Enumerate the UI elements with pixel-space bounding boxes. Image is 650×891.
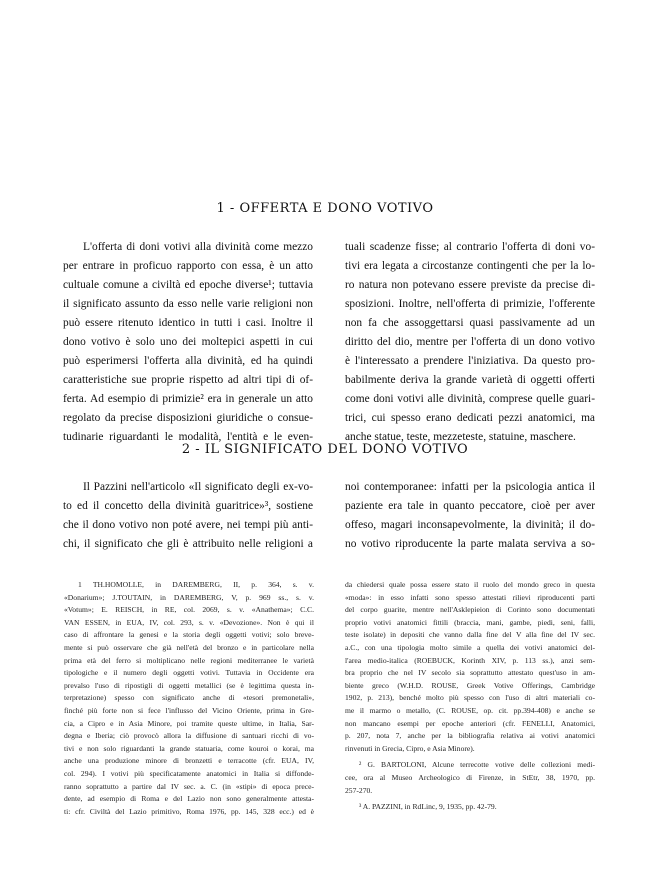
footnote-1-line: rinvenuti in Grecia, Cipro, e Asia Minore).	[345, 743, 475, 753]
footnotes-left-column	[64, 579, 314, 818]
footnote-1-line: da chiedersi quale possa essere stato il ruolo del mondo greco in questa	[345, 580, 595, 589]
footnote-1-line: VAN ESSEN, in EUA, IV, col. 293, s. v. «Devozione». Non è qui il	[64, 617, 314, 627]
paragraph-line: tudinarie riguardanti le modalità, l'entità e le even-	[63, 431, 313, 443]
paragraph-line: come doni votivi alle divinità, comprese quelle guari-	[345, 393, 595, 405]
footnote-1-line: ranno soprattutto a partire dal IV sec. a. C. (in «stipi» di epoca prece-	[64, 781, 314, 791]
footnote-1-line: degna e Iberia; ciò provocò allora la diffusione di santuari ricchi di vo-	[64, 731, 314, 741]
paragraph-line: non fa che assoggettarsi quasi passivamente ad un	[345, 317, 595, 329]
footnote-1-line: terpretazione) spesso con significato anche di «tesori premonetali»,	[64, 693, 314, 703]
footnote-1-line: a.C., con una tipologia molto simile a quella dei votivi anatomici del-	[345, 642, 595, 652]
paragraph-line: regolato da precise disposizioni giuridiche o consue-	[63, 412, 313, 424]
section-2-left-column	[63, 478, 313, 554]
footnote-1-line: «Votum»; E. REISCH, in RE, col. 2069, s. v. «Anathema»; C.C.	[64, 605, 314, 615]
footnotes-right-column	[345, 579, 595, 814]
footnote-1-line: dente, ad esempio di Roma e del Lazio non sono generalmente attesta-	[64, 794, 314, 804]
paragraph-line: L'offerta di doni votivi alla divinità come mezzo	[83, 241, 313, 253]
paragraph-line: trici, cui spesso erano dedicati pezzi anatomici, ma	[345, 412, 595, 424]
footnote-1-line: mente si può osservare che già nell'età del bronzo e in particolare nella	[64, 642, 314, 652]
paragraph-line: tivi era legata a circostanze contingenti che per la lo-	[345, 260, 595, 272]
paragraph-line: chi, il significato che gli è attribuito nelle religioni a	[63, 538, 313, 550]
footnote-1-line: l'area medio-italica (ROEBUCK, Korinth XIV, p. 113 ss.), anzi sem-	[345, 655, 595, 665]
paragraph-line: sposizioni. Inoltre, nell'offerta di primizie, l'offerente	[345, 298, 595, 310]
footnote-1-line: p. 207, nota 7, anche per la bibliografia relativa ai votivi anatomici	[345, 731, 595, 741]
paragraph-line: anche statue, teste, mezzeteste, statuine, maschere.	[345, 431, 576, 443]
section-1-heading: 1 - OFFERTA E DONO VOTIVO	[216, 201, 434, 216]
footnote-1-line: col. 294). I votivi più specificatamente anatomici in Italia si diffonde-	[64, 768, 314, 778]
footnote-1-line: anche una produzione minore di bronzetti e terracotte (cfr. EUA, IV,	[64, 756, 314, 766]
footnote-1-line: prima età del ferro si moltiplicano nelle regioni mediterranee le varietà	[64, 655, 314, 665]
footnote-1-line: tivi e non solo riguardanti la grande statuaria, come kouroi o korai, ma	[64, 743, 314, 753]
footnote-1-line: cia, a Cipro e in Asia Minore, poi tramite queste ultime, in Italia, Sar-	[64, 718, 314, 728]
footnote-1-line: 1902, p. 213), benché molto più spesso con l'uso di altri materiali co-	[345, 693, 595, 703]
footnote-1-line: finché più forte non si fece l'influsso del Vicino Oriente, prima in Gre-	[64, 705, 314, 715]
footnote-1-line: prevalso l'uso di ripostigli di oggetti metallici (se è legittima questa in-	[64, 680, 314, 690]
section-2-right-column	[345, 478, 595, 554]
footnote-2-line: 257-270.	[345, 785, 373, 795]
footnote-2-line: cee, ora al Museo Archeologico di Firenze, in StEtr, 38, 1970, pp.	[345, 772, 595, 782]
paragraph-line: può esperimersi l'offerta alla divinità, ed ha quindi	[63, 355, 313, 367]
footnote-1-line: tipologiche e il numero degli oggetti votivi. Tuttavia in Occidente era	[64, 668, 314, 678]
paragraph-line: Il Pazzini nell'articolo «Il significato degli ex-vo-	[83, 481, 313, 493]
section-1-right-column	[345, 238, 595, 447]
footnote-1-line: me il marmo o metallo, (C. ROUSE, op. cit. pp.394-408) e anche se	[345, 705, 595, 715]
paragraph-line: to ed il concetto della divinità guaritrice»³, sostiene	[63, 500, 313, 512]
footnote-1-line: caso di affrontare la genesi e la storia degli oggetti votivi; solo breve-	[64, 630, 314, 640]
section-2-heading: 2 - IL SIGNIFICATO DEL DONO VOTIVO	[181, 442, 469, 457]
paragraph-line: cultuale comune a civiltà ed epoche diverse¹; tuttavia	[63, 279, 313, 291]
paragraph-line: noi contemporanee: infatti per la psicologia antica il	[345, 481, 595, 493]
paragraph-line: per entrare in proficuo rapporto con essa, è un atto	[63, 260, 313, 272]
footnote-1-line: «moda»: in esso infatti sono spesso attestati rilievi riproducenti parti	[345, 592, 595, 602]
paragraph-line: è l'interessato a prendere l'iniziativa. Da questo pro-	[345, 355, 595, 367]
paragraph-line: dono votivo è solo uno dei moltepici aspetti in cui	[63, 336, 313, 348]
paragraph-line: ferta. Ad esempio di primizie² era in generale un atto	[63, 393, 313, 405]
paragraph-line: può essere ritenuto identico in tutti i casi. Inoltre il	[63, 317, 313, 329]
footnote-1-line: 1 TH.HOMOLLE, in DAREMBERG, II, p. 364, s. v.	[78, 580, 314, 589]
paragraph-line: tuali scadenze fisse; al contrario l'offerta di doni vo-	[345, 241, 595, 253]
section-1-left-column	[63, 238, 313, 447]
footnote-1-line: non mancano esempi per epoche anteriori (cfr. FENELLI, Anatomici,	[345, 718, 595, 728]
paragraph-line: che il dono votivo non poté avere, nei tempi più anti-	[63, 519, 313, 531]
footnote-1-line: teste isolate) in depositi che vanno dalla fine del V alla fine del IV sec.	[345, 630, 595, 640]
paragraph-line: diritto del dio, mentre per l'offerta di un dono votivo	[345, 336, 595, 348]
paragraph-line: no votivo riproducente la parte malata serviva a so-	[345, 538, 595, 550]
footnote-1-line: ti: cfr. Civiltà del Lazio primitivo, Roma 1976, pp. 145, 328 ecc.) ed è	[64, 806, 314, 816]
footnote-1-line: «Donarium»; J.TOUTAIN, in DAREMBERG, V, p. 969 ss., s. v.	[64, 592, 314, 602]
footnote-2-line: ² G. BARTOLONI, Alcune terrecotte votive delle collezioni medi-	[359, 760, 595, 770]
footnote-1-line: proprio votivi anatomici fittili (braccia, mani, gambe, piedi, seni, falli,	[345, 617, 595, 627]
paragraph-line: caratteristiche sue proprie rispetto ad altri tipi di of-	[63, 374, 313, 386]
paragraph-line: babilmente deriva la grande varietà di oggetti offerti	[345, 374, 595, 386]
paragraph-line: ro natura non potevano essere previste da precise di-	[345, 279, 595, 291]
footnote-1-line: biente greco (W.H.D. ROUSE, Greek Votive Offerings, Cambridge	[345, 680, 595, 690]
paragraph-line: paziente era tale in quanto peccatore, cioè per aver	[345, 500, 595, 512]
footnote-3-line: ³ A. PAZZINI, in RdLinc, 9, 1935, pp. 42-79.	[359, 802, 497, 812]
paragraph-line: il significato assunto da esso nelle varie religioni non	[63, 298, 313, 310]
footnote-1-line: bra proprio che nel IV secolo sia soprattutto attestato quest'uso in am-	[345, 668, 595, 678]
footnote-1-line: del corpo guarite, mentre nell'Asklepieion di Corinto sono documentati	[345, 605, 595, 615]
paragraph-line: offeso, magari inconsapevolmente, la divinità; il do-	[345, 519, 595, 531]
